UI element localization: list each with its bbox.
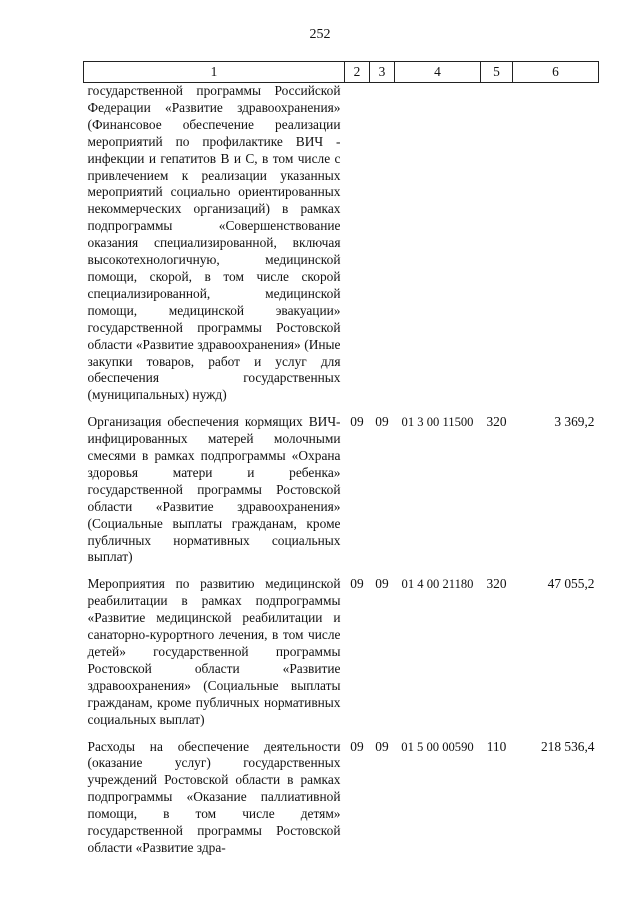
target-article-code: 01 5 00 00590 (401, 739, 474, 754)
amount: 218 536,4 (540, 738, 595, 754)
table-row (84, 404, 599, 566)
section-code: 09 (350, 414, 364, 430)
table-row (84, 729, 599, 857)
amount (513, 83, 599, 405)
table-row (84, 566, 599, 728)
target-article-code: 01 4 00 21180 (401, 577, 474, 592)
table-row (84, 83, 599, 405)
section-code (345, 83, 370, 405)
expense-description: Мероприятия по развитию медицинской реабилитации в рамках подпрограммы «Развитие медицинской реабилитации и санаторно-курортного лечения, в том числе детей» государственной программы Ростовской области «Развитие здравоохранения» (Социальные выплаты гражданам, кроме публичных нормативных социальных выплат) (87, 576, 341, 727)
expense-description: Организация обеспечения кормящих ВИЧ-инфицированных матерей молочными смесями в рамках подпрограммы «Охрана здоровья матери и ребенка» государственной программы Ростовской области «Развитие здравоохранения» (Социальные выплаты гражданам, кроме публичных нормативных социальных выплат) (87, 414, 341, 565)
amount: 47 055,2 (547, 576, 595, 592)
column-header-1: 1 (84, 62, 345, 83)
column-header-3: 3 (370, 62, 395, 83)
subsection-code: 09 (375, 738, 389, 754)
section-code: 09 (350, 576, 364, 592)
page-number: 252 (309, 27, 331, 42)
expense-type-code (481, 83, 513, 405)
expense-description: государственной программы Российской Федерации «Развитие здравоохранения» (Финансовое обеспечение реализации мероприятий по профилактике ВИЧ - инфекции и гепатитов В и С, в том числе с привлечением к реализации указанных мероприятий социально ориентированных некоммерческих организаций) в рамках подпрограммы «Совершенствование оказания специализированной, включая высокотехнологичную, медицинской помощи, скорой, в том числе скорой специализированной, медицинской помощи, медицинской эвакуации» государственной программы Ростовской области «Развитие здравоохранения» (Иные закупки товаров, работ и услуг для обеспечения государственных (муниципальных) нужд) (87, 83, 341, 403)
amount: 3 369,2 (554, 414, 595, 430)
expense-type-code: 320 (486, 414, 507, 430)
subsection-code: 09 (375, 576, 389, 592)
target-article-code (395, 83, 481, 405)
column-header-6: 6 (513, 62, 599, 83)
expense-description: Расходы на обеспечение деятельности (оказание услуг) государственных учреждений Ростовской области в рамках подпрограммы «Оказание паллиативной помощи, в том числе детям» государственной программы Ростовской области «Развитие здра- (87, 738, 341, 855)
subsection-code: 09 (375, 414, 389, 430)
expense-type-code: 110 (486, 738, 507, 754)
budget-table (83, 61, 599, 857)
table-header-row (84, 62, 599, 83)
section-code: 09 (350, 738, 364, 754)
target-article-code: 01 3 00 11500 (401, 415, 474, 430)
expense-type-code: 320 (486, 576, 507, 592)
subsection-code (370, 83, 395, 405)
column-header-2: 2 (345, 62, 370, 83)
column-header-5: 5 (481, 62, 513, 83)
column-header-4: 4 (395, 62, 481, 83)
